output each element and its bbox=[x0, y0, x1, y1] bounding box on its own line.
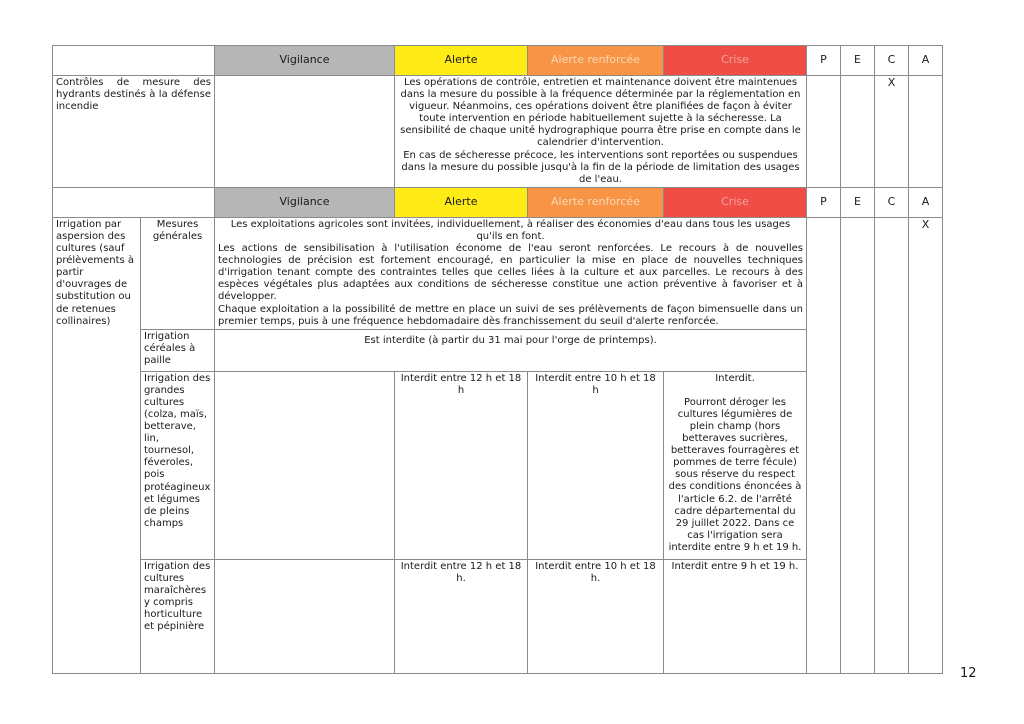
header-crise: Crise bbox=[664, 46, 807, 76]
hydrants-text: Les opérations de contrôle, entretien et maintenance doivent être maintenues dans la mesure du possible à la fréquence déterminée par la réglementation en vigueur. Néanmoins, ces opérations doivent être planifiées de façon à éviter toute intervention en période habituellement sujette à la sécheresse. La sensibilité de chaque unité hydrographique pourra être prise en compte dans le calendrier d'intervention. bbox=[400, 77, 801, 149]
hydrants-c-mark: X bbox=[875, 76, 909, 188]
header-e: E bbox=[841, 187, 875, 217]
header-crise: Crise bbox=[664, 187, 807, 217]
header-vigilance: Vigilance bbox=[215, 46, 395, 76]
general-text-3: Chaque exploitation a la possibilité de mettre en place un suivi de ses prélèvements de façon bimensuelle dans un premier temps, puis à une fréquence hebdomadaire dès franchissement du seuil d'alerte renforcée. bbox=[218, 303, 803, 327]
general-measures bbox=[215, 217, 807, 329]
hydrants-vigilance-cell bbox=[215, 76, 395, 188]
header-c: C bbox=[875, 187, 909, 217]
header-p: P bbox=[807, 46, 841, 76]
header-vigilance: Vigilance bbox=[215, 187, 395, 217]
general-text-2: Les actions de sensibilisation à l'utilisation économe de l'eau seront renforcées. Le recours à de nouvelles technologies de précision est fortement encouragé, en particulier la mise en place de nouvelles techniques d'irrigation tenant compte des contraintes telles que celles liées à la culture et aux parcelles. Le recours à des espèces végétales plus adaptées aux conditions de sécheresse constitue une action préventive à favoriser et à développer. bbox=[218, 243, 803, 303]
maraicheres-alerte: Interdit entre 12 h et 18 h. bbox=[395, 559, 528, 673]
hydrants-label: Contrôles de mesure des hydrants destinés à la défense incendie bbox=[53, 76, 215, 188]
grandes-cultures-sub-label: Irrigation des grandes cultures (colza, maïs, betterave, lin, tournesol, féveroles, pois protéagineux et légumes de pleins champs bbox=[141, 371, 215, 559]
maraicheres-sub-label: Irrigation des cultures maraîchères y compris horticulture et pépinière bbox=[141, 559, 215, 673]
irrigation-e-cell bbox=[841, 217, 875, 673]
header-a: A bbox=[909, 46, 943, 76]
header-blank-cell bbox=[53, 187, 215, 217]
header-p: P bbox=[807, 187, 841, 217]
cereales-measure: Est interdite (à partir du 31 mai pour l'orge de printemps). bbox=[215, 329, 807, 371]
grandes-cultures-crise bbox=[664, 371, 807, 559]
hydrants-row bbox=[53, 76, 943, 188]
general-sub-label: Mesures générales bbox=[141, 217, 215, 329]
irrigation-label: Irrigation par aspersion des cultures (sauf prélèvements à partir d'ouvrages de substitution ou de retenues collinaires) bbox=[53, 217, 141, 673]
hydrants-measure bbox=[395, 76, 807, 188]
maraicheres-vigilance-cell bbox=[215, 559, 395, 673]
maraicheres-alerte-renforcee: Interdit entre 10 h et 18 h. bbox=[528, 559, 664, 673]
irrigation-c-cell bbox=[875, 217, 909, 673]
irrigation-a-mark: X bbox=[909, 217, 943, 673]
hydrants-text-2: En cas de sécheresse précoce, les interventions sont reportées ou suspendues dans la mesure du possible jusqu'à la fin de la période de limitation des usages de l'eau. bbox=[401, 149, 800, 185]
header-alerte-renforcee: Alerte renforcée bbox=[528, 46, 664, 76]
hydrants-p-cell bbox=[807, 76, 841, 188]
grandes-cultures-vigilance-cell bbox=[215, 371, 395, 559]
page-number: 12 bbox=[960, 666, 977, 681]
header-alerte: Alerte bbox=[395, 187, 528, 217]
header-c: C bbox=[875, 46, 909, 76]
grandes-cultures-crise-text: Interdit. bbox=[715, 372, 755, 384]
header-alerte-renforcee: Alerte renforcée bbox=[528, 187, 664, 217]
irrigation-general-row bbox=[53, 217, 943, 329]
hydrants-e-cell bbox=[841, 76, 875, 188]
header-e: E bbox=[841, 46, 875, 76]
restrictions-table bbox=[52, 45, 943, 674]
hydrants-a-cell bbox=[909, 76, 943, 188]
general-text: Les exploitations agricoles sont invitées, individuellement, à réaliser des économies d'eau dans tous les usages qu'ils en font. bbox=[230, 218, 791, 242]
maraicheres-crise: Interdit entre 9 h et 19 h. bbox=[664, 559, 807, 673]
cereales-sub-label: Irrigation céréales à paille bbox=[141, 329, 215, 371]
grandes-cultures-alerte-renforcee: Interdit entre 10 h et 18 h bbox=[528, 371, 664, 559]
header-row bbox=[53, 46, 943, 76]
header-alerte: Alerte bbox=[395, 46, 528, 76]
header-blank-cell bbox=[53, 46, 215, 76]
grandes-cultures-crise-derogation: Pourront déroger les cultures légumières de plein champ (hors betteraves sucrières, betteraves fourragères et pommes de terre fécule) sous réserve du respect des conditions énoncées à l'article 6.2. de l'arrêté cadre départemental du 29 juillet 2022. Dans ce cas l'irrigation sera interdite entre 9 h et 19 h. bbox=[668, 396, 802, 553]
header-a: A bbox=[909, 187, 943, 217]
grandes-cultures-alerte: Interdit entre 12 h et 18 h bbox=[395, 371, 528, 559]
header-row-2 bbox=[53, 187, 943, 217]
irrigation-p-cell bbox=[807, 217, 841, 673]
